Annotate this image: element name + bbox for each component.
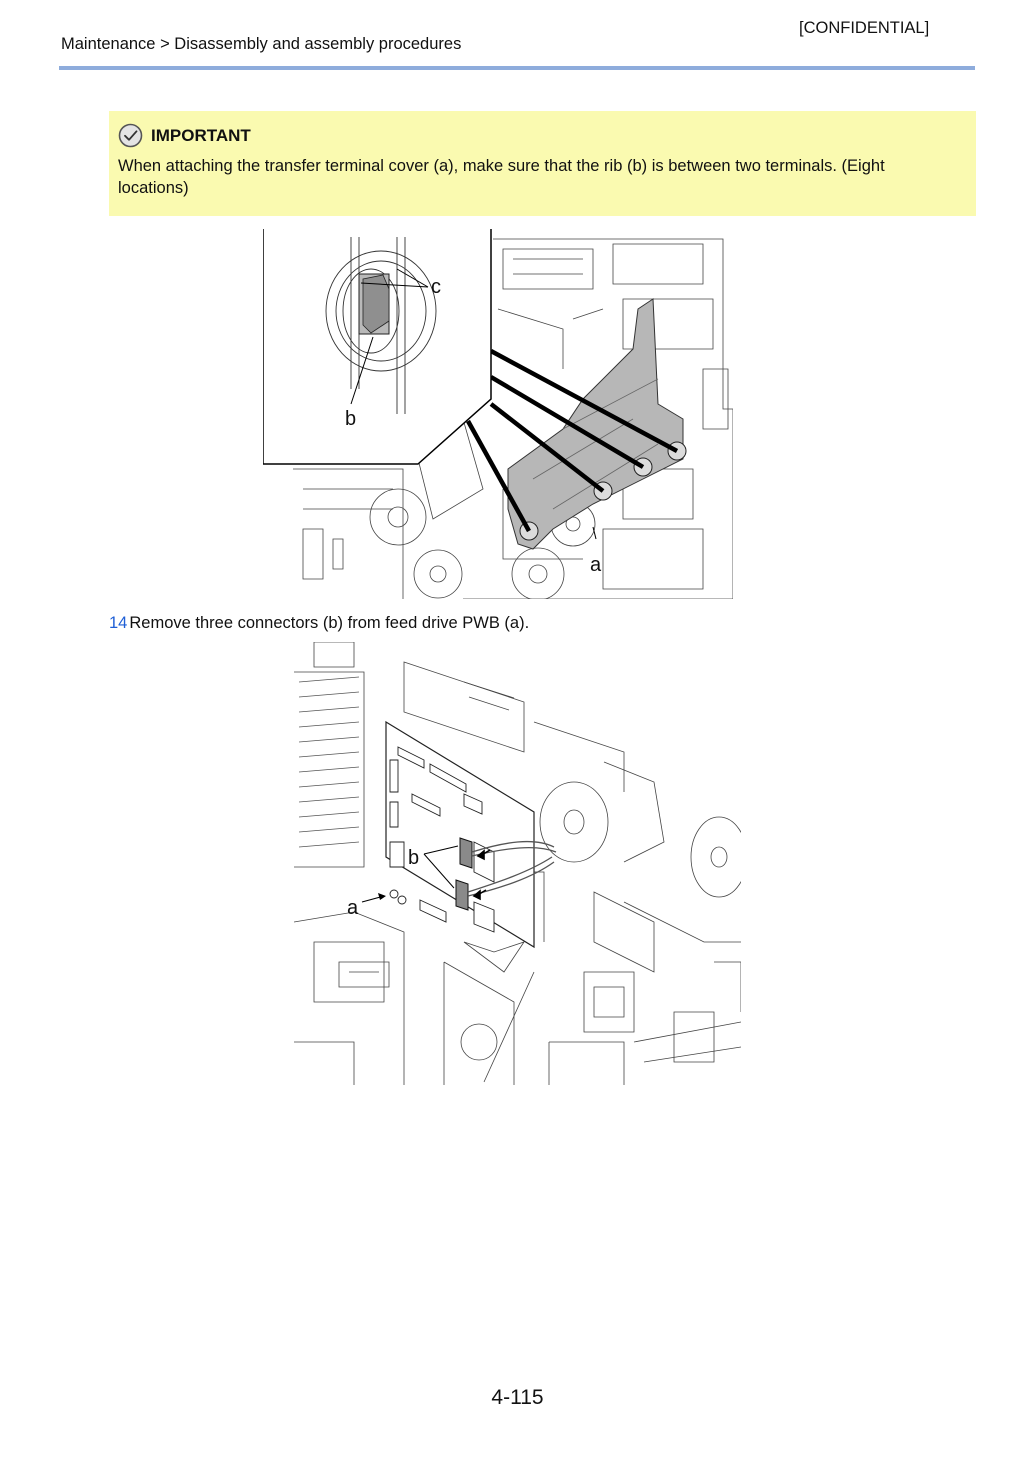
label-a: a xyxy=(590,554,602,576)
important-title: IMPORTANT xyxy=(151,126,251,145)
label-a: a xyxy=(347,897,359,919)
label-c: c xyxy=(431,276,441,298)
step-text: Remove three connectors (b) from feed drive PWB (a). xyxy=(129,614,530,632)
label-b: b xyxy=(345,408,357,430)
transfer-terminal-cover-figure xyxy=(263,229,733,599)
feed-drive-pwb-figure xyxy=(294,642,741,1085)
confidential-label: [CONFIDENTIAL] xyxy=(799,19,930,37)
important-text: When attaching the transfer terminal cover (a), make sure that the rib (b) is between two terminals. (Eight locations) xyxy=(118,157,885,197)
step-number: 14 xyxy=(109,614,128,632)
check-circle-icon xyxy=(118,123,143,148)
important-notice xyxy=(109,111,976,216)
breadcrumb: Maintenance > Disassembly and assembly procedures xyxy=(61,35,462,53)
header-divider xyxy=(59,66,975,70)
step-14 xyxy=(109,614,529,633)
label-b: b xyxy=(408,847,420,869)
page-number: 4-115 xyxy=(491,1386,544,1409)
